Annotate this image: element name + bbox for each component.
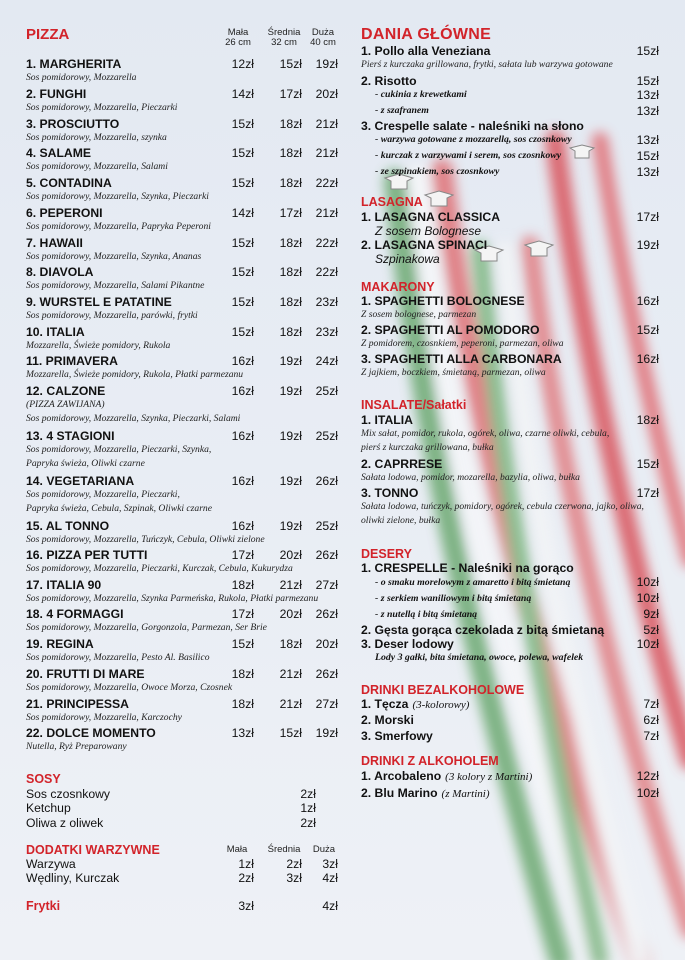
pizza-item: [26, 176, 338, 204]
pizza-price-large: 21zł: [315, 206, 338, 220]
pizza-price-large: 19zł: [315, 57, 338, 71]
lasagna-item: [361, 210, 659, 238]
pizza-price-large: 22zł: [315, 236, 338, 250]
pizza-item-name: 3. PROSCIUTTO: [26, 117, 120, 131]
drink-price: 12zł: [636, 769, 659, 783]
dodatki-size-small: Mała: [226, 844, 248, 855]
pizza-price-small: 18zł: [231, 697, 254, 711]
insalate-section-title: INSALATE/Sałatki: [361, 398, 467, 412]
dania-item-name: 2. Risotto: [361, 74, 417, 88]
pizza-price-medium: 18zł: [279, 146, 302, 160]
pizza-price-medium: 21zł: [279, 578, 302, 592]
salad-item-price: 18zł: [636, 413, 659, 427]
pizza-item: [26, 429, 338, 471]
pizza-item-desc: Sos pomidorowy, Mozzarella: [26, 72, 137, 83]
pizza-item: [26, 265, 338, 293]
salad-item: [361, 457, 659, 485]
makaron-item-price: 16zł: [636, 294, 659, 308]
pizza-item-name: 12. CALZONE: [26, 384, 106, 398]
pizza-item-desc: Sos pomidorowy, Mozzarella, Pieczarki,: [26, 489, 180, 500]
pizza-price-large: 22zł: [315, 265, 338, 279]
dania-item-name: 1. Pollo alla Veneziana: [361, 44, 491, 58]
pizza-item-name: 1. MARGHERITA: [26, 57, 122, 71]
pizza-item: [26, 236, 338, 264]
pizza-item-name: 18. 4 FORMAGGI: [26, 607, 124, 621]
frytki-price-large: 4zł: [322, 899, 338, 913]
drink-price: 6zł: [643, 713, 659, 727]
pizza-item: [26, 548, 338, 576]
desery-section-title: DESERY: [361, 547, 412, 561]
pizza-price-small: 13zł: [231, 726, 254, 740]
pizza-item-desc: Sos pomidorowy, Mozzarella, Szynka, Pieczarki: [26, 191, 209, 202]
pizza-item-desc: Sos pomidorowy, Mozzarella, Gorgonzola, Parmezan, Ser Brie: [26, 622, 267, 633]
sosy-section-title: SOSY: [26, 772, 61, 786]
pizza-item-name: 9. WURSTEL E PATATINE: [26, 295, 172, 309]
drink-note: (3 kolory z Martini): [445, 771, 533, 783]
pizza-item-desc: Sos pomidorowy, Mozzarella, Karczochy: [26, 712, 182, 723]
pizza-price-large: 25zł: [315, 429, 338, 443]
dessert-item: [361, 623, 659, 637]
salad-item-name: 3. TONNO: [361, 486, 419, 500]
pizza-price-large: 20zł: [315, 87, 338, 101]
dodatek-price-small: 2zł: [238, 871, 254, 885]
salad-item-desc: Sałata lodowa, pomidor, mozarella, bazylia, oliwa, bułka: [361, 472, 580, 483]
drink-item: [361, 729, 659, 743]
makaron-item-price: 16zł: [636, 352, 659, 366]
pizza-price-small: 15zł: [231, 176, 254, 190]
pizza-item: [26, 57, 338, 85]
pizza-item: [26, 325, 338, 353]
pizza-item: [26, 87, 338, 115]
drink-note: (z Martini): [441, 788, 490, 800]
pizza-item-desc: Sos pomidorowy, Mozzarella, Papryka Peperoni: [26, 221, 211, 232]
dessert-subitem-price: 10zł: [636, 591, 659, 605]
pizza-price-small: 15zł: [231, 117, 254, 131]
size-cm: 32 cm: [271, 37, 297, 48]
salad-item-desc: pierś z kurczaka grillowana, bułka: [361, 442, 494, 453]
pizza-price-small: 16zł: [231, 429, 254, 443]
pizza-item-desc: Sos pomidorowy, Mozzarella, Pieczarki: [26, 102, 178, 113]
pizza-item: [26, 206, 338, 234]
pizza-price-large: 27zł: [315, 697, 338, 711]
pizza-price-small: 15zł: [231, 236, 254, 250]
salad-item: [361, 486, 659, 528]
dania-subitem: - ze szpinakiem, sos czosnkowy: [375, 166, 500, 177]
makaron-item-name: 1. SPAGHETTI BOLOGNESE: [361, 294, 525, 308]
sauce-price: 1zł: [300, 801, 316, 815]
dodatki-section-title: DODATKI WARZYWNE: [26, 843, 160, 857]
dania-section-title: DANIA GŁÓWNE: [361, 26, 492, 43]
drink-price: 10zł: [636, 786, 659, 800]
dania-item: [361, 74, 659, 118]
drink-item-name: [361, 729, 659, 743]
pizza-price-small: 14zł: [231, 87, 254, 101]
pizza-price-medium: 18zł: [279, 236, 302, 250]
pizza-price-large: 26zł: [315, 667, 338, 681]
pizza-price-large: 20zł: [315, 637, 338, 651]
pizza-price-large: 23zł: [315, 295, 338, 309]
sauce-name: Sos czosnkowy: [26, 787, 110, 801]
size-name: Średnia: [267, 27, 301, 38]
pizza-price-medium: 20zł: [279, 548, 302, 562]
drink-item-name: [361, 697, 659, 712]
salad-item-desc: Sałata lodowa, tuńczyk, pomidory, ogórek, cebula czerwona, jajko, oliwa,: [361, 501, 644, 512]
size-header-medium: [264, 28, 304, 48]
dessert-item-name: 2. Gęsta gorąca czekolada z bitą śmietaną: [361, 623, 605, 637]
pizza-item-name: 22. DOLCE MOMENTO: [26, 726, 156, 740]
drink-item-name: [361, 769, 659, 784]
drink-item: [361, 713, 659, 727]
size-name: Mała: [227, 27, 249, 38]
drink-item: [361, 697, 659, 712]
dodatek-price-large: 3zł: [322, 857, 338, 871]
lasagna-item-name: 1. LASAGNA CLASSICA: [361, 210, 501, 224]
dodatek-price-medium: 2zł: [286, 857, 302, 871]
pizza-price-medium: 15zł: [279, 57, 302, 71]
sauce-price: 2zł: [300, 816, 316, 830]
drink-note: (3-kolorowy): [412, 699, 470, 711]
pizza-item-desc: Sos pomidorowy, Mozzarella, Pieczarki, Kurczak, Cebula, Kukurydza: [26, 563, 293, 574]
dessert-subitem: - o smaku morelowym z amaretto i bitą śmietaną: [375, 577, 571, 588]
frytki-title: Frytki: [26, 899, 61, 913]
pizza-item-name: 21. PRINCIPESSA: [26, 697, 129, 711]
makaron-item-price: 15zł: [636, 323, 659, 337]
pizza-item-name: 6. PEPERONI: [26, 206, 103, 220]
pizza-price-small: 15zł: [231, 325, 254, 339]
dania-subitem: - kurczak z warzywami i serem, sos czosnkowy: [375, 150, 562, 161]
dania-subitem: - warzywa gotowane z mozzarellą, sos czosnkowy: [375, 134, 572, 145]
pizza-price-small: 15zł: [231, 295, 254, 309]
dodatek-price-medium: 3zł: [286, 871, 302, 885]
pizza-item: [26, 354, 338, 382]
dessert-subitem-price: 10zł: [636, 575, 659, 589]
pizza-price-small: 15zł: [231, 146, 254, 160]
dodatki-size-medium: Średnia: [267, 844, 301, 855]
pizza-price-medium: 18zł: [279, 176, 302, 190]
pizza-price-large: 21zł: [315, 146, 338, 160]
lasagna-item-desc: Szpinakowa: [375, 252, 440, 266]
pizza-price-small: 12zł: [231, 57, 254, 71]
lasagna-item-name: 2. LASAGNA SPINACI: [361, 238, 488, 252]
makaron-item-desc: Z sosem bolognese, parmezan: [361, 309, 477, 320]
pizza-item-desc: Sos pomidorowy, Mozzarella, Szynka, Ananas: [26, 251, 202, 262]
dania-subitem-price: 13zł: [636, 88, 659, 102]
dodatek-price-small: 1zł: [238, 857, 254, 871]
drink-name: 2. Blu Marino: [361, 786, 438, 800]
dessert-subitem: - z nutellą i bitą śmietaną: [375, 609, 478, 620]
pizza-item-desc: Sos pomidorowy, Mozzarella, Pesto Al. Basilico: [26, 652, 210, 663]
pizza-price-small: 16zł: [231, 519, 254, 533]
alko-section-title: DRINKI Z ALKOHOLEM: [361, 754, 499, 768]
pizza-price-large: 25zł: [315, 384, 338, 398]
dessert-item-name: 3. Deser lodowy: [361, 637, 454, 651]
pizza-price-medium: 18zł: [279, 637, 302, 651]
lasagna-item-price: 19zł: [636, 238, 659, 252]
pizza-item-name: 8. DIAVOLA: [26, 265, 94, 279]
pizza-price-medium: 15zł: [279, 726, 302, 740]
pizza-item-desc: Papryka świeża, Cebula, Szpinak, Oliwki czarne: [26, 503, 212, 514]
dania-item: [361, 119, 659, 179]
salad-item-price: 17zł: [636, 486, 659, 500]
lasagna-section-title: LASAGNA: [361, 195, 423, 209]
pizza-item-name: 15. AL TONNO: [26, 519, 110, 533]
pizza-item-desc: Sos pomidorowy, Mozzarella, Szynka, Pieczarki, Salami: [26, 413, 241, 424]
pizza-item: [26, 384, 338, 426]
dania-subitem: - z szafranem: [375, 105, 429, 116]
dessert-item-price: 5zł: [643, 623, 659, 637]
salad-item-name: 2. CAPRRESE: [361, 457, 443, 471]
dodatek-price-large: 4zł: [322, 871, 338, 885]
pizza-item: [26, 474, 338, 516]
dania-subitem-price: 13zł: [636, 104, 659, 118]
pizza-item-desc: Sos pomidorowy, Mozzarella, Szynka Parmeńska, Rukola, Płatki parmezanu: [26, 593, 319, 604]
pizza-item-desc: Sos pomidorowy, Mozzarella, Salami Pikantne: [26, 280, 205, 291]
pizza-price-small: 16zł: [231, 354, 254, 368]
salad-item-price: 15zł: [636, 457, 659, 471]
pizza-price-medium: 18zł: [279, 295, 302, 309]
frytki-price-small: 3zł: [238, 899, 254, 913]
pizza-item-name: 14. VEGETARIANA: [26, 474, 135, 488]
makaron-item: [361, 294, 659, 322]
dessert-item-name: 1. CRESPELLE - Naleśniki na gorąco: [361, 561, 574, 575]
drink-item: [361, 769, 659, 784]
salad-item-desc: Mix sałat, pomidor, rukola, ogórek, oliwa, czarne oliwki, cebula,: [361, 428, 610, 439]
pizza-price-small: 15zł: [231, 265, 254, 279]
drink-name: 1. Arcobaleno: [361, 769, 442, 783]
pizza-price-large: 26zł: [315, 607, 338, 621]
pizza-item-name: 19. REGINA: [26, 637, 94, 651]
drink-item-name: [361, 713, 659, 727]
dania-subitem-price: 13zł: [636, 133, 659, 147]
pizza-item-desc: Papryka świeża, Oliwki czarne: [26, 458, 145, 469]
pizza-price-medium: 19zł: [279, 429, 302, 443]
makaron-item: [361, 352, 659, 380]
size-cm: 26 cm: [225, 37, 251, 48]
makaron-item: [361, 323, 659, 351]
drink-name: 1. Tęcza: [361, 697, 409, 711]
pizza-item-name: 5. CONTADINA: [26, 176, 112, 190]
dania-item: [361, 44, 659, 72]
pizza-item-desc: (PIZZA ZAWIJANA): [26, 399, 105, 410]
pizza-item: [26, 578, 338, 606]
pizza-item-desc: Sos pomidorowy, Mozzarella, Salami: [26, 161, 168, 172]
dessert-subitem-price: 9zł: [643, 607, 659, 621]
lasagna-item-desc: Z sosem Bolognese: [375, 224, 482, 238]
dodatek-name: Warzywa: [26, 857, 76, 871]
pizza-price-medium: 20zł: [279, 607, 302, 621]
pizza-price-medium: 19zł: [279, 354, 302, 368]
pizza-price-medium: 21zł: [279, 697, 302, 711]
pizza-item-name: 16. PIZZA PER TUTTI: [26, 548, 148, 562]
drink-name: 2. Morski: [361, 713, 414, 727]
pizza-price-large: 25zł: [315, 519, 338, 533]
pizza-section-title: PIZZA: [26, 26, 70, 43]
pizza-item-name: 7. HAWAII: [26, 236, 83, 250]
pizza-price-small: 16zł: [231, 474, 254, 488]
pizza-price-small: 15zł: [231, 637, 254, 651]
dodatki-size-large: Duża: [312, 844, 336, 855]
pizza-price-large: 21zł: [315, 117, 338, 131]
pizza-item-name: 20. FRUTTI DI MARE: [26, 667, 145, 681]
pizza-item: [26, 637, 338, 665]
dodatek-name: Wędliny, Kurczak: [26, 871, 120, 885]
pizza-item-name: 11. PRIMAVERA: [26, 354, 118, 368]
pizza-price-medium: 19zł: [279, 474, 302, 488]
pizza-price-small: 17zł: [231, 607, 254, 621]
makaron-item-name: 3. SPAGHETTI ALLA CARBONARA: [361, 352, 562, 366]
drink-price: 7zł: [643, 729, 659, 743]
dania-subitem-price: 15zł: [636, 149, 659, 163]
pizza-price-large: 23zł: [315, 325, 338, 339]
pizza-price-small: 18zł: [231, 667, 254, 681]
dania-item-price: 15zł: [636, 44, 659, 58]
size-name: Duża: [311, 27, 335, 38]
pizza-price-small: 18zł: [231, 578, 254, 592]
dania-subitem-price: 13zł: [636, 165, 659, 179]
pizza-item: [26, 117, 338, 145]
pizza-item-desc: Sos pomidorowy, Mozzarella, Pieczarki, Szynka,: [26, 444, 212, 455]
pizza-item-desc: Sos pomidorowy, Mozzarella, szynka: [26, 132, 167, 143]
pizza-price-small: 16zł: [231, 384, 254, 398]
pizza-price-large: 27zł: [315, 578, 338, 592]
drink-name: 3. Smerfowy: [361, 729, 433, 743]
dania-item-desc: Pierś z kurczaka grillowana, frytki, sałata lub warzywa gotowane: [361, 59, 613, 70]
pizza-item-name: 4. SALAME: [26, 146, 92, 160]
pizza-price-large: 26zł: [315, 548, 338, 562]
dessert-item: [361, 637, 659, 665]
dania-subitem: - cukinia z krewetkami: [375, 89, 467, 100]
pizza-item-name: 17. ITALIA 90: [26, 578, 102, 592]
sauce-price: 2zł: [300, 787, 316, 801]
dessert-item-price: 10zł: [636, 637, 659, 651]
pizza-price-large: 19zł: [315, 726, 338, 740]
salad-item-name: 1. ITALIA: [361, 413, 413, 427]
pizza-item-desc: Nutella, Ryż Preparowany: [26, 741, 127, 752]
size-cm: 40 cm: [310, 37, 336, 48]
pizza-price-medium: 18zł: [279, 117, 302, 131]
pizza-item: [26, 607, 338, 635]
drink-price: 7zł: [643, 697, 659, 711]
pizza-price-medium: 21zł: [279, 667, 302, 681]
salad-item: [361, 413, 659, 455]
dania-item-name: 3. Crespelle salate - naleśniki na słono: [361, 119, 584, 133]
makarony-section-title: MAKARONY: [361, 280, 435, 294]
pizza-price-medium: 17zł: [279, 87, 302, 101]
sauce-name: Oliwa z oliwek: [26, 816, 104, 830]
pizza-item: [26, 146, 338, 174]
pizza-price-medium: 18zł: [279, 325, 302, 339]
pizza-price-small: 17zł: [231, 548, 254, 562]
pizza-item-name: 10. ITALIA: [26, 325, 85, 339]
pizza-item: [26, 726, 338, 754]
makaron-item-name: 2. SPAGHETTI AL POMODORO: [361, 323, 540, 337]
drink-item: [361, 786, 659, 801]
pizza-item-desc: Mozzarella, Świeże pomidory, Rukola: [26, 340, 171, 351]
lasagna-item: [361, 238, 659, 266]
pizza-item-name: 2. FUNGHI: [26, 87, 87, 101]
pizza-price-small: 14zł: [231, 206, 254, 220]
bezalko-section-title: DRINKI BEZALKOHOLOWE: [361, 683, 525, 697]
pizza-price-large: 24zł: [315, 354, 338, 368]
pizza-price-medium: 19zł: [279, 519, 302, 533]
dessert-subitem: - z serkiem waniliowym i bitą śmietaną: [375, 593, 532, 604]
dania-item-price: 15zł: [636, 74, 659, 88]
salad-item-desc: oliwki zielone, bułka: [361, 515, 441, 526]
pizza-price-medium: 19zł: [279, 384, 302, 398]
drink-item-name: [361, 786, 659, 801]
lasagna-item-price: 17zł: [636, 210, 659, 224]
sauce-name: Ketchup: [26, 801, 71, 815]
pizza-item: [26, 295, 338, 323]
size-header-small: [222, 28, 254, 48]
makaron-item-desc: Z jajkiem, boczkiem, śmietaną, parmezan, oliwa: [361, 367, 546, 378]
pizza-price-large: 22zł: [315, 176, 338, 190]
pizza-item: [26, 667, 338, 695]
pizza-item: [26, 697, 338, 725]
pizza-item-desc: Sos pomidorowy, Mozzarella, Owoce Morza, Czosnek: [26, 682, 233, 693]
pizza-item-desc: Mozzarella, Świeże pomidory, Rukola, Płatki parmezanu: [26, 369, 244, 380]
pizza-price-medium: 18zł: [279, 265, 302, 279]
pizza-item-name: 13. 4 STAGIONI: [26, 429, 115, 443]
pizza-price-large: 26zł: [315, 474, 338, 488]
makaron-item-desc: Z pomidorem, czosnkiem, peperoni, parmezan, oliwa: [361, 338, 564, 349]
dessert-item-desc: Lody 3 gałki, bita śmietana, owoce, polewa, wafelek: [375, 652, 584, 663]
size-header-large: [306, 28, 340, 48]
pizza-item-desc: Sos pomidorowy, Mozzarella, Tuńczyk, Cebula, Oliwki zielone: [26, 534, 265, 545]
pizza-item: [26, 519, 338, 547]
pizza-item-desc: Sos pomidorowy, Mozzarella, parówki, frytki: [26, 310, 198, 321]
dessert-item: [361, 561, 659, 622]
pizza-price-medium: 17zł: [279, 206, 302, 220]
